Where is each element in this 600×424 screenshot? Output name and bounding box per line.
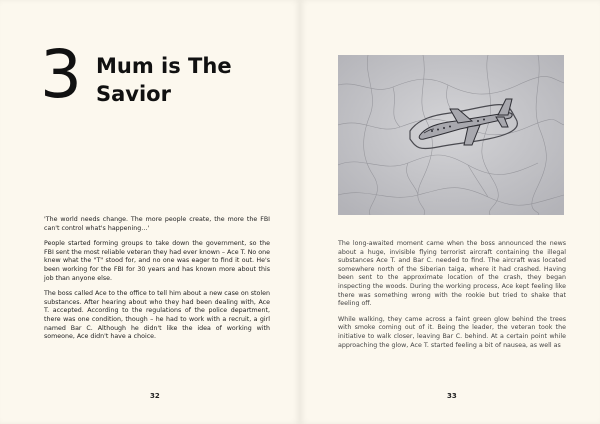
chapter-title: Mum is The Savior	[96, 54, 232, 106]
airplane-sketch-icon	[338, 55, 564, 215]
paragraph: The long-awaited moment came when the boss announced the news about a huge, invisible flying terrorist aircraft containing the illegal substances Ace T. and Bar C. needed to find. The aircraft was located somewhere north of the Siberian taiga, where it had crashed. Having been sent to the approximate location of the crash, they began inspecting the woods. During the working process, Ace kept feeling like there was something wrong with the rookie but tried to shake that feeling off.	[338, 240, 566, 308]
paragraph: While walking, they came across a faint green glow behind the trees with smoke coming out of it. Being the leader, the veteran took the initiative to walk closer, leaving Bar C. behind. At a certain point while approaching the glow, Ace T. started feeling a bit of nausea, as well as	[338, 315, 566, 349]
paragraph: 'The world needs change. The more people create, the more the FBI can't control what's happening…'	[44, 216, 270, 232]
page-number-right: 33	[447, 392, 457, 400]
right-page	[300, 0, 600, 424]
chapter-number: 3	[40, 36, 82, 113]
left-body-text	[44, 216, 270, 349]
paragraph: The boss called Ace to the office to tell him about a new case on stolen substances. After hearing about who they had been dealing with, Ace T. accepted. According to the regulations of the police department, there was one condition, though – he had to work with a recruit, a girl named Bar C. Although he didn't like the idea of working with someone, Ace didn't have a choice.	[44, 290, 270, 341]
right-body-text	[338, 240, 566, 357]
page-number-left: 32	[150, 392, 160, 400]
paragraph: People started forming groups to take down the government, so the FBI sent the most reliable veteran they had ever known – Ace T. No one knew what the "T" stood for, and no one was eager to find it out. He's been working for the FBI for 30 years and has known more about this job than anyone else.	[44, 240, 270, 282]
